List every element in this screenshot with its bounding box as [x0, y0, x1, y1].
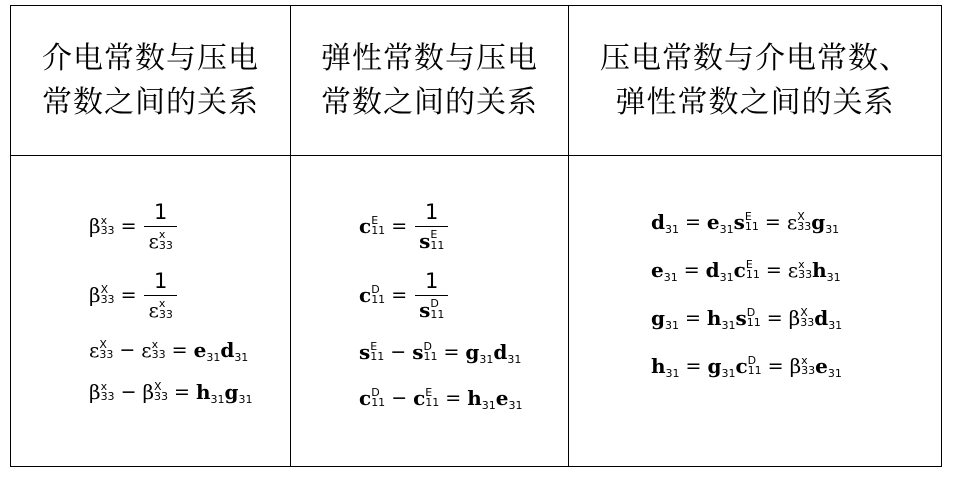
formula-symbol: h [706, 306, 722, 330]
formula-c-difference [359, 375, 523, 421]
formula-symbol: 11 [744, 220, 759, 233]
formula-symbol: c [413, 386, 426, 410]
formula-symbol: 11 [745, 268, 760, 281]
formula-symbol: 1 [153, 199, 168, 224]
header-line: 弹性常数与压电 [321, 40, 538, 76]
formula-symbol: = [120, 284, 137, 306]
formula-symbol: = [443, 341, 460, 363]
formula-symbol: c [359, 386, 372, 410]
formula-symbol: d [220, 338, 235, 362]
formula-symbol: x [801, 353, 808, 367]
formula-symbol: X [100, 282, 109, 296]
formula-symbol: 31 [479, 352, 494, 366]
dielectric-formula-list [89, 191, 253, 413]
formula-cE-inverse [359, 191, 523, 261]
formula-symbol: = [766, 307, 783, 329]
formula-symbol: g [707, 354, 722, 378]
formula-symbol: = [120, 215, 137, 237]
formula-symbol: x [158, 297, 166, 311]
formula-symbol: 31 [721, 366, 736, 380]
formula-symbol: 31 [481, 398, 496, 412]
formula-symbol: D [746, 305, 756, 319]
formula-symbol: c [359, 283, 372, 307]
formula-symbol: 31 [665, 366, 680, 380]
formula-symbol: c [359, 214, 372, 238]
formula-symbol: e [495, 386, 509, 410]
header-line: 弹性常数之间的关系 [615, 84, 895, 120]
formula-symbol: s [419, 297, 431, 322]
formula-symbol: = [391, 284, 408, 306]
formula-symbol: ε [148, 228, 159, 253]
formula-symbol: s [359, 340, 371, 364]
formula-symbol: E [745, 257, 753, 271]
formula-symbol: 33 [99, 348, 114, 361]
formula-symbol: E [370, 339, 378, 353]
formula-symbol: x [100, 213, 108, 227]
formula-symbol: 31 [507, 352, 522, 366]
formula-symbol: E [425, 385, 433, 399]
formula-symbol: d [493, 340, 508, 364]
formula-symbol: g [465, 340, 480, 364]
elastic-formulas-cell [291, 156, 569, 467]
formula-symbol: 31 [206, 350, 221, 364]
formula-symbol: e [815, 354, 828, 378]
formula-symbol: 11 [747, 364, 762, 377]
formula-symbol: 1 [425, 199, 439, 224]
formula-symbol: 31 [827, 366, 842, 380]
formula-beta-X-inverse [89, 261, 253, 329]
formula-symbol: x [151, 337, 159, 351]
formula-symbol: s [412, 340, 424, 364]
formula-symbol: D [371, 282, 380, 296]
piezo-formula-list [651, 198, 842, 390]
formula-symbol: e [193, 338, 207, 362]
formula-symbol: = [174, 381, 190, 403]
formula-symbol: h [467, 386, 482, 410]
formula-symbol: 11 [430, 238, 445, 252]
formula-beta-difference [89, 371, 253, 413]
header-line: 压电常数与介电常数、 [600, 40, 910, 76]
formula-symbol: 33 [100, 293, 115, 306]
formula-symbol: 33 [801, 364, 816, 377]
header-line: 常数之间的关系 [42, 84, 259, 120]
header-row [11, 6, 942, 156]
formula-s-difference [359, 329, 523, 375]
header-piezo-dielectric-elastic [569, 6, 942, 156]
formula-symbol: 31 [721, 318, 736, 332]
formula-symbol: 33 [154, 390, 169, 403]
formula-symbol: 31 [828, 318, 843, 332]
formula-symbol: = [685, 355, 702, 377]
formula-symbol: β [89, 214, 101, 238]
formula-symbol: c [735, 354, 748, 378]
formula-symbol: 33 [100, 390, 115, 403]
formula-symbol: g [224, 380, 239, 404]
formula-symbol: s [735, 306, 747, 330]
formula-symbol: 11 [371, 396, 386, 409]
header-elastic-piezo [291, 6, 569, 156]
formula-symbol: 31 [664, 318, 679, 332]
formula-symbol: D [430, 297, 439, 311]
formula-symbol: 33 [800, 316, 815, 329]
formula-symbol: 31 [719, 222, 734, 236]
formula-symbol: c [733, 258, 746, 282]
formula-symbol: = [767, 355, 784, 377]
formula-symbol: X [154, 379, 162, 393]
formula-symbol: ε [787, 258, 799, 282]
formula-symbol: ε [786, 210, 798, 234]
formula-g31 [651, 294, 842, 342]
formula-e31 [651, 246, 842, 294]
formula-symbol: 11 [371, 293, 386, 306]
formula-symbol: 33 [100, 224, 115, 237]
formula-symbol: X [797, 209, 805, 223]
formula-symbol: g [651, 306, 665, 330]
formula-symbol: 11 [430, 307, 445, 321]
formula-symbol: 33 [158, 307, 173, 321]
formula-symbol: 31 [664, 222, 679, 236]
formula-symbol: s [733, 210, 745, 234]
formula-symbol: = [764, 211, 781, 233]
formula-beta-x-inverse [89, 191, 253, 261]
relations-table [10, 5, 942, 467]
formula-symbol: 1 [425, 268, 439, 293]
formula-symbol: X [99, 337, 107, 351]
formula-symbol: g [811, 210, 826, 234]
header-line: 常数之间的关系 [321, 84, 538, 120]
formula-symbol: = [684, 307, 701, 329]
formula-symbol: E [430, 228, 438, 242]
formula-symbol: 11 [371, 224, 386, 237]
formula-symbol: 11 [423, 350, 438, 363]
formula-symbol: D [747, 353, 757, 367]
formula-symbol: s [419, 228, 431, 253]
formula-symbol: 31 [238, 392, 253, 406]
formula-symbol: D [371, 385, 380, 399]
formula-symbol: 31 [826, 270, 841, 284]
formula-symbol: = [683, 259, 700, 281]
formula-symbol: 33 [797, 220, 812, 233]
formula-symbol: = [765, 259, 782, 281]
formula-symbol: = [391, 215, 408, 237]
piezo-formulas-cell [569, 156, 942, 467]
formula-symbol: 31 [234, 350, 249, 364]
formula-symbol: 33 [798, 268, 813, 281]
formula-symbol: 31 [719, 270, 734, 284]
header-dielectric-piezo [11, 6, 291, 156]
formula-symbol: ε [89, 338, 100, 362]
formula-symbol: e [706, 210, 720, 234]
formula-symbol: − [120, 381, 137, 403]
formula-symbol: E [744, 209, 752, 223]
formula-symbol: β [142, 380, 155, 404]
formula-epsilon-difference [89, 329, 253, 371]
formula-symbol: x [798, 257, 805, 271]
formula-symbol: d [705, 258, 720, 282]
formula-symbol: β [788, 306, 801, 330]
formula-symbol: = [445, 387, 462, 409]
formula-symbol: − [391, 387, 408, 409]
formula-symbol: D [423, 339, 432, 353]
formula-symbol: 11 [370, 350, 385, 363]
formula-symbol: 31 [508, 398, 523, 412]
formula-symbol: e [651, 258, 664, 282]
formula-symbol: ε [141, 338, 152, 362]
formula-symbol: 31 [825, 222, 840, 236]
formula-row [11, 156, 942, 467]
formula-symbol: 31 [210, 392, 225, 406]
formula-symbol: = [684, 211, 701, 233]
formula-d31 [651, 198, 842, 246]
formula-symbol: X [800, 305, 808, 319]
formula-symbol: 31 [663, 270, 678, 284]
formula-symbol: d [814, 306, 829, 330]
formula-symbol: β [89, 380, 101, 404]
formula-symbol: 1 [153, 268, 168, 293]
formula-cD-inverse [359, 261, 523, 329]
formula-symbol: − [390, 341, 407, 363]
formula-symbol: x [100, 379, 108, 393]
header-line: 介电常数与压电 [42, 40, 259, 76]
formula-symbol: 11 [746, 316, 761, 329]
formula-symbol: x [158, 228, 166, 242]
formula-symbol: h [651, 354, 666, 378]
formula-symbol: β [789, 354, 802, 378]
formula-symbol: 11 [425, 396, 440, 409]
formula-symbol: β [89, 283, 101, 307]
elastic-formula-list [359, 191, 523, 421]
formula-symbol: − [119, 339, 136, 361]
formula-symbol: ε [148, 297, 159, 322]
formula-symbol: d [651, 210, 665, 234]
formula-symbol: h [195, 380, 211, 404]
dielectric-formulas-cell [11, 156, 291, 467]
formula-symbol: h [812, 258, 827, 282]
formula-symbol: = [171, 339, 188, 361]
formula-symbol: 33 [158, 238, 173, 252]
formula-h31 [651, 342, 842, 390]
formula-symbol: 33 [151, 348, 166, 361]
formula-symbol: E [371, 213, 379, 227]
